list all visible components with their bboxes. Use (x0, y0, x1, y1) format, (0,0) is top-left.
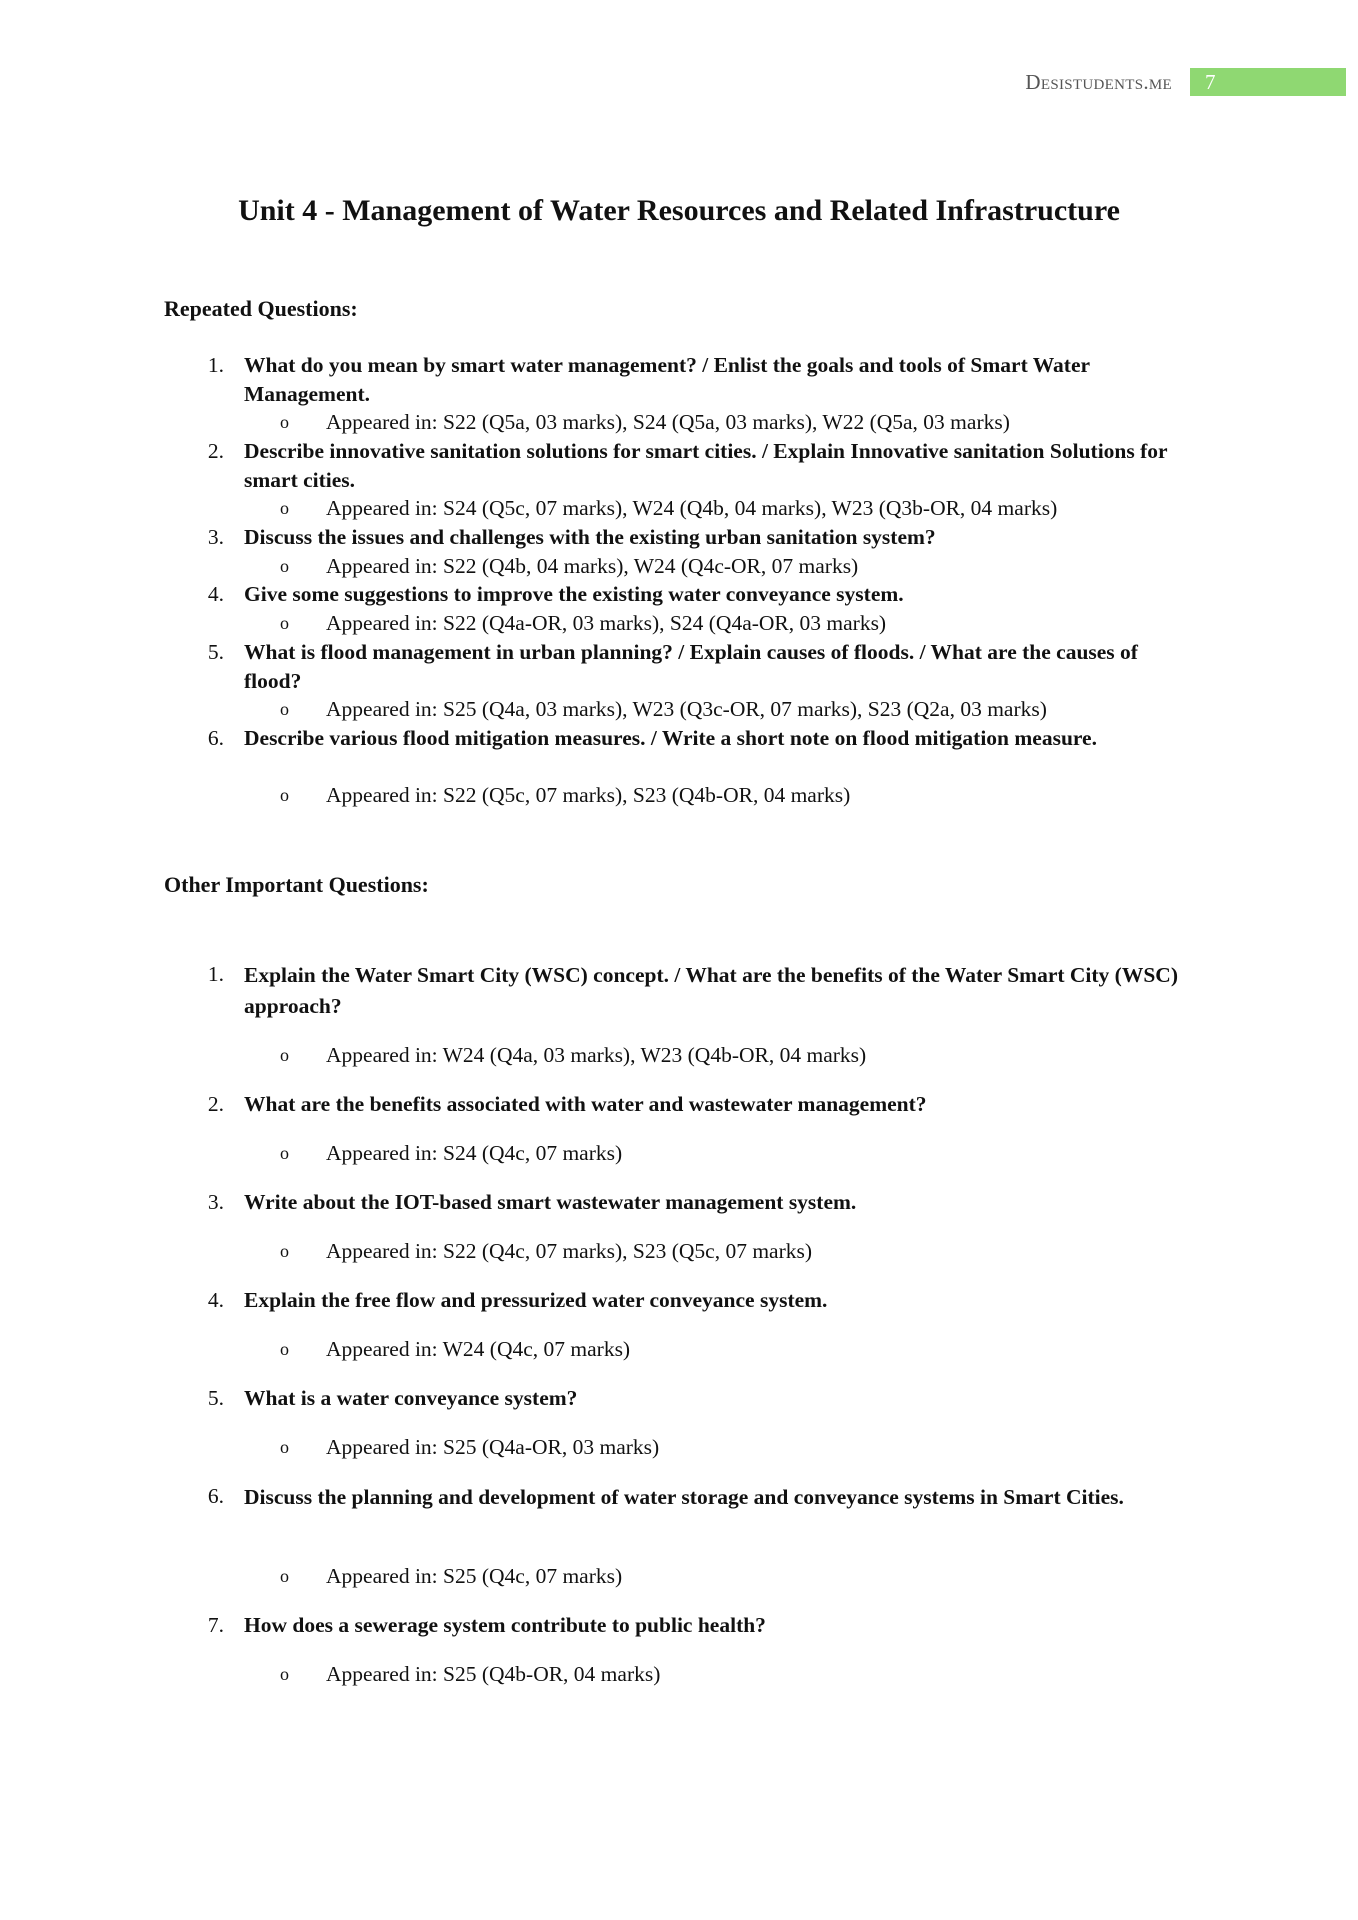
question-item (200, 1482, 1190, 1513)
question-item (200, 351, 1190, 408)
appeared-in-item (280, 1562, 623, 1591)
appeared-in-text: Appeared in: S22 (Q4b, 04 marks), W24 (Q4c-OR, 07 marks) (326, 554, 859, 578)
appeared-in-text: Appeared in: S24 (Q4c, 07 marks) (326, 1141, 623, 1165)
question-text: How does a sewerage system contribute to public health? (244, 1613, 766, 1637)
question-number: 2. (207, 439, 224, 463)
question-text: What do you mean by smart water management? / Enlist the goals and tools of Smart Water Management. (244, 353, 1090, 406)
page-number-badge: 7 (1190, 68, 1346, 96)
question-text: Discuss the issues and challenges with the existing urban sanitation system? (244, 525, 936, 549)
appeared-in-text: Appeared in: W24 (Q4a, 03 marks), W23 (Q4b-OR, 04 marks) (326, 1043, 867, 1067)
hollow-bullet-icon: o (280, 1241, 289, 1261)
question-number: 4. (207, 582, 224, 606)
appeared-in-item (280, 695, 1047, 724)
question-number: 6. (207, 726, 224, 750)
question-text: Describe various flood mitigation measures. / Write a short note on flood mitigation measure. (244, 726, 1097, 750)
question-text: What is flood management in urban planning? / Explain causes of floods. / What are the causes of flood? (244, 640, 1138, 693)
question-number: 5. (207, 1386, 224, 1410)
appeared-in-item (280, 1041, 867, 1070)
question-item (200, 724, 1190, 753)
question-item (200, 1611, 1190, 1640)
appeared-in-item (280, 1335, 631, 1364)
appeared-in-text: Appeared in: S25 (Q4b-OR, 04 marks) (326, 1662, 661, 1686)
hollow-bullet-icon: o (280, 1566, 289, 1586)
appeared-in-item (280, 1139, 623, 1168)
page-title: Unit 4 - Management of Water Resources and Related Infrastructure (238, 194, 1120, 227)
question-item (200, 960, 1190, 1022)
appeared-in-item (280, 552, 859, 581)
appeared-in-text: Appeared in: S22 (Q4a-OR, 03 marks), S24 (Q4a-OR, 03 marks) (326, 611, 887, 635)
question-number: 3. (207, 1190, 224, 1214)
hollow-bullet-icon: o (280, 1143, 289, 1163)
appeared-in-item (280, 408, 1010, 437)
question-number: 4. (207, 1288, 224, 1312)
question-number: 3. (207, 525, 224, 549)
section-heading-other: Other Important Questions: (164, 872, 429, 897)
question-number: 7. (207, 1613, 224, 1637)
appeared-in-text: Appeared in: S22 (Q4c, 07 marks), S23 (Q5c, 07 marks) (326, 1239, 813, 1263)
appeared-in-text: Appeared in: S22 (Q5a, 03 marks), S24 (Q5a, 03 marks), W22 (Q5a, 03 marks) (326, 410, 1010, 434)
appeared-in-item (280, 1433, 660, 1462)
appeared-in-item (280, 1237, 813, 1266)
appeared-in-item (280, 494, 1058, 523)
appeared-in-item (280, 781, 851, 810)
hollow-bullet-icon: o (280, 556, 289, 576)
hollow-bullet-icon: o (280, 785, 289, 805)
appeared-in-text: Appeared in: S24 (Q5c, 07 marks), W24 (Q4b, 04 marks), W23 (Q3b-OR, 04 marks) (326, 496, 1058, 520)
hollow-bullet-icon: o (280, 1045, 289, 1065)
question-item (200, 580, 1190, 609)
appeared-in-text: Appeared in: W24 (Q4c, 07 marks) (326, 1337, 631, 1361)
question-number: 6. (207, 1484, 224, 1508)
question-number: 2. (207, 1092, 224, 1116)
question-number: 5. (207, 640, 224, 664)
question-item (200, 1188, 1190, 1217)
question-text: Explain the Water Smart City (WSC) concept. / What are the benefits of the Water Smart City (WSC) approach? (244, 963, 1178, 1018)
hollow-bullet-icon: o (280, 498, 289, 518)
question-item (200, 523, 1190, 552)
question-text: Give some suggestions to improve the existing water conveyance system. (244, 582, 904, 606)
appeared-in-item (280, 1660, 661, 1689)
hollow-bullet-icon: o (280, 1664, 289, 1684)
question-item (200, 1090, 1190, 1119)
question-item (200, 638, 1190, 695)
question-text: Write about the IOT-based smart wastewater management system. (244, 1190, 857, 1214)
hollow-bullet-icon: o (280, 412, 289, 432)
question-text: Describe innovative sanitation solutions for smart cities. / Explain Innovative sanitation Solutions for smart cities. (244, 439, 1168, 492)
question-text: Discuss the planning and development of water storage and conveyance systems in Smart Cities. (244, 1485, 1124, 1509)
question-number: 1. (207, 962, 224, 986)
hollow-bullet-icon: o (280, 699, 289, 719)
hollow-bullet-icon: o (280, 1339, 289, 1359)
site-name: Desistudents.me (1025, 70, 1172, 94)
appeared-in-item (280, 609, 887, 638)
question-text: What is a water conveyance system? (244, 1386, 578, 1410)
appeared-in-text: Appeared in: S25 (Q4c, 07 marks) (326, 1564, 623, 1588)
appeared-in-text: Appeared in: S25 (Q4a, 03 marks), W23 (Q3c-OR, 07 marks), S23 (Q2a, 03 marks) (326, 697, 1047, 721)
question-item (200, 437, 1190, 494)
hollow-bullet-icon: o (280, 1437, 289, 1457)
question-text: Explain the free flow and pressurized water conveyance system. (244, 1288, 828, 1312)
hollow-bullet-icon: o (280, 613, 289, 633)
question-number: 1. (207, 353, 224, 377)
page-header (0, 68, 1358, 96)
question-item (200, 1384, 1190, 1413)
question-text: What are the benefits associated with water and wastewater management? (244, 1092, 927, 1116)
appeared-in-text: Appeared in: S22 (Q5c, 07 marks), S23 (Q4b-OR, 04 marks) (326, 783, 851, 807)
question-item (200, 1286, 1190, 1315)
section-heading-repeated: Repeated Questions: (164, 296, 358, 321)
appeared-in-text: Appeared in: S25 (Q4a-OR, 03 marks) (326, 1435, 660, 1459)
